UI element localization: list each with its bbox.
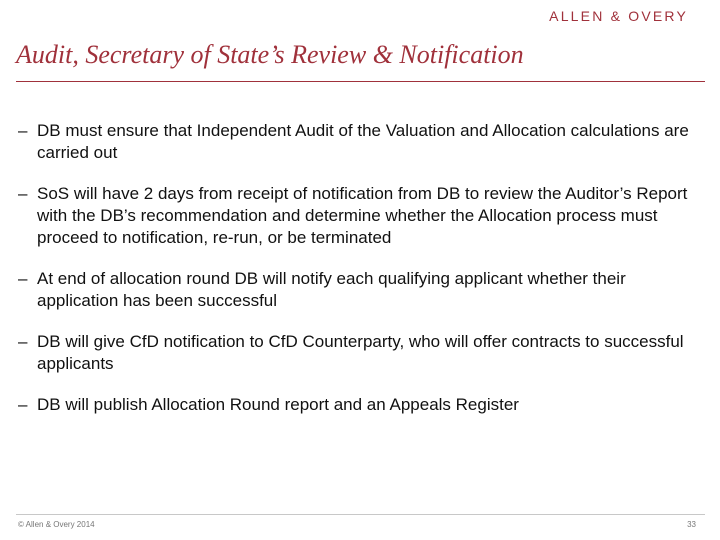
bullet-text: SoS will have 2 days from receipt of notification from DB to review the Auditor’s Report with the DB’s recommendation and determine whether the Allocation process must proceed to notification, re-run, or be terminated (37, 184, 688, 247)
bullet-text: DB will give CfD notification to CfD Counterparty, who will offer contracts to successful applicants (37, 332, 684, 373)
footer-divider (16, 514, 705, 515)
bullet-dash: – (18, 395, 28, 414)
bullet-text: At end of allocation round DB will notify each qualifying applicant whether their application has been successful (37, 269, 626, 310)
footer-copyright: © Allen & Overy 2014 (18, 520, 95, 529)
bullet-item (18, 183, 698, 249)
bullet-text: DB will publish Allocation Round report and an Appeals Register (37, 395, 519, 414)
bullet-item (18, 394, 698, 416)
title-divider (16, 81, 705, 82)
bullet-item (18, 120, 698, 164)
page-number: 33 (687, 520, 696, 529)
bullet-text: DB must ensure that Independent Audit of the Valuation and Allocation calculations are carried out (37, 121, 689, 162)
bullet-dash: – (18, 332, 28, 351)
page-title: Audit, Secretary of State’s Review & Notification (16, 40, 524, 69)
bullet-dash: – (18, 269, 28, 288)
bullet-item (18, 268, 698, 312)
brand-logo: ALLEN & OVERY (549, 8, 688, 24)
bullet-dash: – (18, 184, 28, 203)
bullet-list (18, 120, 698, 435)
bullet-item (18, 331, 698, 375)
bullet-dash: – (18, 121, 28, 140)
